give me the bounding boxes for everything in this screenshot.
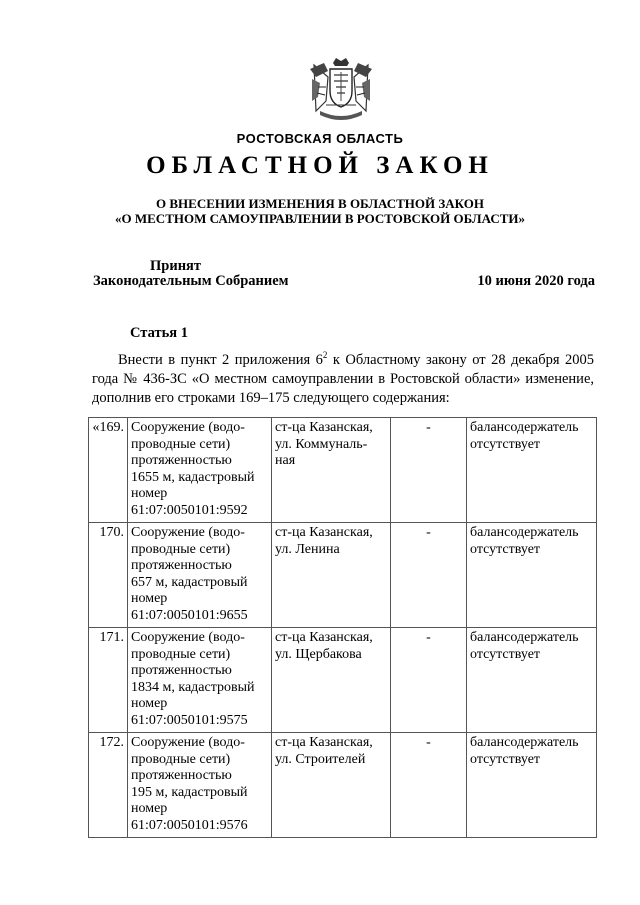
law-subtitle-line-2: «О МЕСТНОМ САМОУПРАВЛЕНИИ В РОСТОВСКОЙ ОБЛАСТИ»: [115, 211, 525, 226]
balance-holder: [467, 523, 597, 628]
empty-value-dash: -: [391, 628, 467, 733]
region-name: РОСТОВСКАЯ ОБЛАСТЬ: [236, 131, 404, 146]
row-number: 171.: [89, 628, 128, 733]
object-description-line: 61:07:0050101:9575: [131, 712, 248, 728]
object-address-line: ул. Строителей: [275, 751, 366, 767]
object-description-line: 657 м, кадастровый: [131, 574, 248, 590]
balance-holder-line: отсутствует: [470, 646, 541, 662]
balance-holder: [467, 418, 597, 523]
object-description-line: номер: [131, 801, 168, 816]
object-description-line: протяженностью: [131, 663, 232, 678]
object-description-line: протяженностью: [131, 558, 232, 573]
object-description-line: номер: [131, 591, 168, 606]
object-address-line: ул. Ленина: [275, 541, 340, 557]
object-description-line: Сооружение (водо-: [131, 735, 245, 750]
balance-holder: [467, 628, 597, 733]
row-number: «169.: [89, 418, 128, 523]
object-description-line: проводные сети): [131, 436, 231, 452]
adoption-date: 10 июня 2020 года: [477, 273, 595, 289]
object-description-line: проводные сети): [131, 541, 231, 557]
balance-holder-line: балансодержатель: [470, 735, 579, 750]
article-text-part-1: Внести в пункт 2 приложения 6: [118, 351, 323, 368]
law-subtitle-line-1: О ВНЕСЕНИИ ИЗМЕНЕНИЯ В ОБЛАСТНОЙ ЗАКОН: [156, 196, 484, 211]
balance-holder-line: отсутствует: [470, 751, 541, 767]
object-address-line: ст-ца Казанская,: [275, 735, 373, 750]
object-address-line: ная: [275, 453, 296, 468]
object-description-line: 195 м, кадастровый: [131, 784, 248, 800]
object-description: [128, 523, 272, 628]
balance-holder-line: балансодержатель: [470, 630, 579, 645]
object-description-line: Сооружение (водо-: [131, 525, 245, 540]
object-address-line: ул. Щербакова: [275, 646, 362, 662]
object-description-line: проводные сети): [131, 751, 231, 767]
table-row: [89, 523, 597, 628]
object-description-line: Сооружение (водо-: [131, 630, 245, 645]
object-description-line: номер: [131, 486, 168, 501]
object-description: [128, 418, 272, 523]
balance-holder-line: отсутствует: [470, 541, 541, 557]
object-address: [272, 523, 391, 628]
balance-holder-line: балансодержатель: [470, 525, 579, 540]
adopted-label: Принят: [150, 258, 202, 274]
object-description: [128, 628, 272, 733]
object-address-line: ул. Коммуналь-: [275, 436, 368, 452]
row-number: 170.: [89, 523, 128, 628]
object-description-line: Сооружение (водо-: [131, 420, 245, 435]
article-superscript: 2: [322, 350, 328, 360]
adopted-by: Законодательным Собранием: [93, 273, 289, 289]
article-heading: Статья 1: [130, 325, 188, 341]
property-table: [88, 417, 597, 838]
row-number: 172.: [89, 733, 128, 838]
balance-holder-line: отсутствует: [470, 436, 541, 452]
object-description-line: протяженностью: [131, 768, 232, 783]
object-description: [128, 733, 272, 838]
coat-of-arms-emblem: [306, 57, 376, 125]
object-address-line: ст-ца Казанская,: [275, 630, 373, 645]
object-description-line: проводные сети): [131, 646, 231, 662]
object-description-line: 1655 м, кадастровый: [131, 469, 255, 485]
balance-holder-line: балансодержатель: [470, 420, 579, 435]
object-address-line: ст-ца Казанская,: [275, 525, 373, 540]
empty-value-dash: -: [391, 418, 467, 523]
law-type-title: ОБЛАСТНОЙ ЗАКОН: [146, 152, 494, 179]
object-description-line: 61:07:0050101:9592: [131, 502, 248, 518]
table-row: [89, 418, 597, 523]
table-row: [89, 628, 597, 733]
article-text-part-2: к Областному закону от 28 декабря 2005 года № 436-ЗС «О местном самоуправлении в Ростовской области» изменение, дополнив его строками 169–175 следующего содержания:: [92, 351, 594, 406]
object-description-line: 61:07:0050101:9576: [131, 817, 248, 833]
article-body: [92, 346, 594, 408]
object-description-line: 61:07:0050101:9655: [131, 607, 248, 623]
balance-holder: [467, 733, 597, 838]
table-row: [89, 733, 597, 838]
empty-value-dash: -: [391, 523, 467, 628]
object-address: [272, 628, 391, 733]
empty-value-dash: -: [391, 733, 467, 838]
object-address-line: ст-ца Казанская,: [275, 420, 373, 435]
object-description-line: протяженностью: [131, 453, 232, 468]
object-description-line: 1834 м, кадастровый: [131, 679, 255, 695]
object-description-line: номер: [131, 696, 168, 711]
object-address: [272, 418, 391, 523]
object-address: [272, 733, 391, 838]
